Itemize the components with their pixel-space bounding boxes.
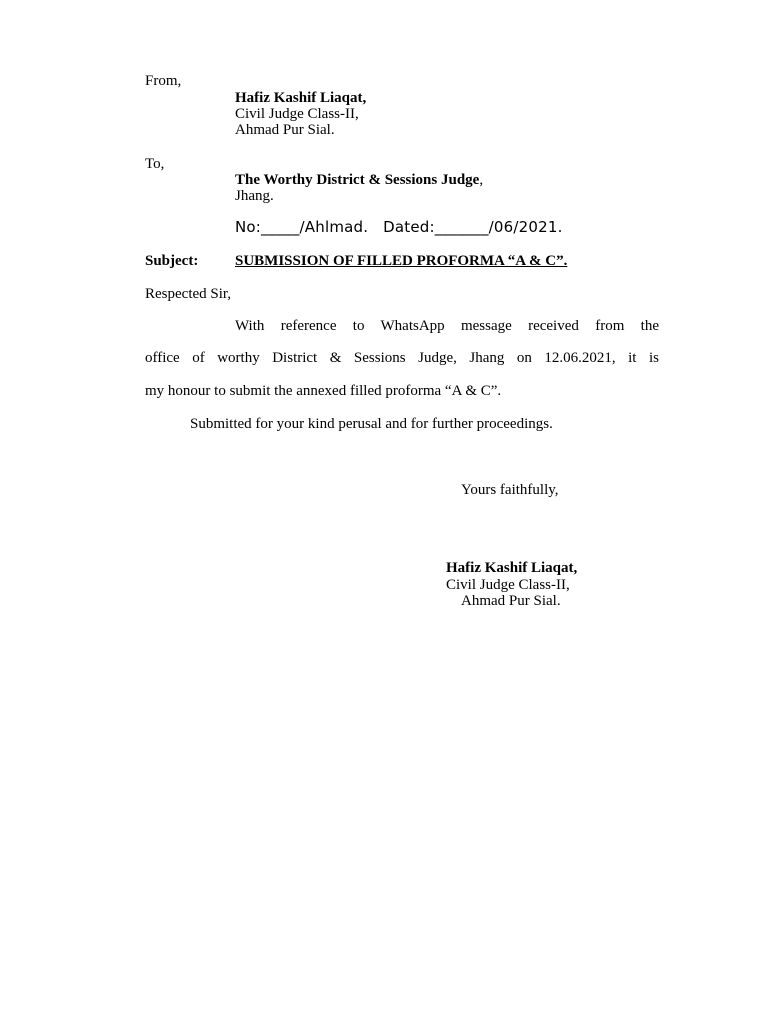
recipient-name-line xyxy=(235,172,483,189)
sender-name: Hafiz Kashif Liaqat, xyxy=(235,90,367,106)
reference-line: No:_____/Ahlmad. Dated:_______/06/2021. xyxy=(235,218,563,236)
recipient-name-suffix: , xyxy=(479,172,484,188)
salutation: Respected Sir, xyxy=(145,286,232,302)
signatory-name: Hafiz Kashif Liaqat, xyxy=(446,560,578,576)
body-line-3: my honour to submit the annexed filled proforma “A & C”. xyxy=(145,383,502,399)
sender-designation: Civil Judge Class-II, xyxy=(235,106,359,122)
body-line-1: With reference to WhatsApp message received from the xyxy=(235,318,659,334)
from-label: From, xyxy=(145,73,182,89)
closing-paragraph: Submitted for your kind perusal and for further proceedings. xyxy=(190,416,553,432)
sender-station: Ahmad Pur Sial. xyxy=(235,122,335,138)
body-line-2: office of worthy District & Sessions Judge, Jhang on 12.06.2021, it is xyxy=(145,350,659,366)
recipient-name: The Worthy District & Sessions Judge xyxy=(235,172,480,188)
subject-label: Subject: xyxy=(145,253,199,269)
valediction: Yours faithfully, xyxy=(461,482,559,498)
signatory-station: Ahmad Pur Sial. xyxy=(461,593,561,609)
signatory-designation: Civil Judge Class-II, xyxy=(446,577,570,593)
recipient-city: Jhang. xyxy=(235,188,274,204)
to-label: To, xyxy=(145,156,165,172)
subject-text: SUBMISSION OF FILLED PROFORMA “A & C”. xyxy=(235,253,568,269)
